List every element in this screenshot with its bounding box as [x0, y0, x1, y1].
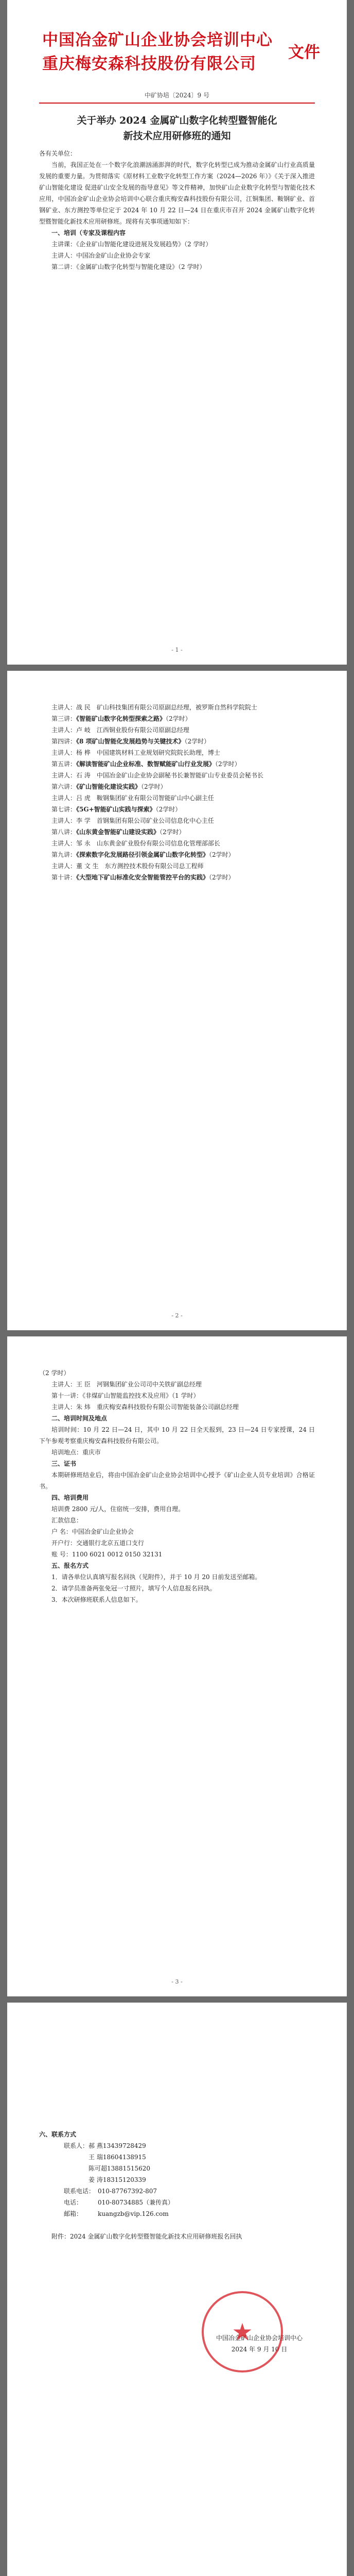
contact-value: 13439728429	[102, 2142, 146, 2149]
lecturer-desc: 鞍钢集团矿业有限公司智能矿山中心副主任	[96, 794, 214, 802]
contact-value: 18315120339	[102, 2176, 146, 2183]
red-divider	[39, 103, 315, 104]
contact-label: 姜 涛	[64, 2176, 103, 2183]
course-lead: 第六讲：	[51, 783, 77, 790]
course-list	[39, 702, 315, 883]
bank-title: 汇款信息：	[51, 1517, 83, 1524]
contact-list	[39, 2140, 315, 2219]
course-title: 《山东黄金智能矿山建设实践》	[76, 828, 160, 836]
course-lead: 主讲人：战 民	[51, 704, 91, 711]
title-line-1: 关于举办 2024 金属矿山数字化转型暨智能化	[77, 115, 277, 126]
signature-date: 2024 年 9 月 10 日	[231, 2346, 288, 2353]
course-line	[39, 702, 315, 713]
course-title: 《解读智能矿山企业标准、数智赋能矿山行业发展》	[76, 760, 216, 768]
course-line	[39, 872, 315, 883]
course-line	[39, 724, 315, 736]
section-heading-2: 二、培训时间及地点	[51, 1415, 108, 1422]
course-line	[39, 838, 315, 849]
signup-line: 3．本次研修班联系人信息如下。	[51, 1596, 142, 1603]
certificate-text: 本期研修班结业后，将由中国冶金矿山企业协会培训中心授予《矿山企业人员专业培训》合格证书。	[39, 1471, 315, 1490]
training-time: 培训时间：10 月 22 日—24 日，其中 10 月 22 日全天报到，23 日—24 日专家授课，24 日下午参观考察重庆梅安森科技股份有限公司。	[39, 1426, 315, 1445]
page-number: - 3 -	[171, 1978, 183, 1985]
section-heading-3: 三、证书	[51, 1460, 77, 1467]
course-line	[39, 770, 315, 781]
course-line	[39, 849, 315, 860]
contact-value: 010-87767392-807	[98, 2188, 157, 2195]
lecturer-desc: 中国冶金矿山企业协会副秘书长兼智能矿山专业委员会秘书长	[96, 772, 263, 779]
course-hours: （2学时）	[166, 715, 191, 722]
document-page-1	[7, 0, 347, 665]
lecturer-desc: 首钢集团有限公司矿业公司信息化中心主任	[96, 817, 214, 824]
signature-org: 中国冶金矿山企业协会培训中心	[216, 2334, 303, 2342]
course-line	[39, 736, 315, 747]
contact-label: 邮箱：	[64, 2210, 83, 2217]
course-line	[39, 815, 315, 826]
title-line-2: 新技术应用研修班的通知	[123, 130, 231, 142]
section-heading-6: 六、联系方式	[39, 2131, 77, 2138]
contact-label: 电话：	[64, 2199, 83, 2206]
section-heading-1: 一、培训（专家及课程内容	[51, 229, 126, 236]
lecturer-desc: 中国建筑材料工业规划研究院院长助理，博士	[96, 749, 220, 756]
course-hours: （2学时）	[184, 738, 210, 745]
course-line: 主讲人：王 臣 河钢集团矿业公司司中关铁矿副总经理	[51, 1381, 202, 1388]
contact-label: 联系人：郝 燕	[64, 2142, 103, 2149]
document-title	[39, 113, 315, 144]
contact-label: 王 瑞	[64, 2154, 103, 2161]
document-page-4	[7, 2003, 347, 2576]
lecturer-desc: 山东黄金矿业股份有限公司信息化管理部部长	[96, 840, 220, 847]
attachment-note: 附件：2024 金属矿山数字化转型暨智能化新技术应用研修班报名回执	[51, 2233, 242, 2240]
course-lead: 主讲人：李 学	[51, 817, 91, 824]
course-line	[39, 826, 315, 838]
course-title: 《5G+智能矿山实践与探索》	[76, 806, 156, 813]
course-lead: 第三讲：	[51, 715, 77, 722]
course-lead: 第七讲：	[51, 806, 77, 813]
course-lead: 主讲人：卢 岐	[51, 726, 91, 734]
contact-value: 18604138915	[102, 2154, 146, 2161]
course-title: 《8 项矿山智能化发展趋势与关键技术》	[76, 738, 185, 745]
contact-line	[39, 2163, 315, 2174]
intro-paragraph: 当前，我国正处在一个数字化浪潮汹涌澎湃的时代，数字化转型已成为推动金属矿山行业高质量发展的重要力量。为贯彻落实《原材料工业数字化转型工作方案（2024—2026 年）》《关于深入推进矿山智能化建设 促进矿山安全发展的指导意见》等文件精神，加快矿山企业数字化转型与智能化技术应用，中国冶金矿山企业协会培训中心联合重庆梅安森科技股份有限公司，江铜集团、鞍钢矿业、首钢矿业、东方测控等单位定于 2024 年 10 月 22 日—24 日在重庆市召开 2024 金属矿山数字化转型暨智能化新技术应用研修班。现将有关事项通知如下：	[39, 161, 315, 225]
course-hours: （2学时）	[155, 806, 182, 813]
page-number: - 2 -	[171, 1312, 183, 1319]
course-lead: 主讲人：董 文 生	[51, 862, 99, 870]
course-title: 《大型地下矿山标准化安全智能管控平台的实践》	[76, 874, 209, 881]
contact-line	[39, 2208, 315, 2219]
lecturer-desc: 江西铜业股份有限公司原副总经理	[96, 726, 189, 734]
training-place: 培训地点：重庆市	[51, 1449, 101, 1456]
course-hours: （2学时）	[160, 828, 185, 836]
course-hours: （2学时）	[209, 851, 235, 858]
course-lead: 第五讲：	[51, 760, 77, 768]
course-lead: 第八讲：	[51, 828, 77, 836]
header-org-2: 重庆梅安森科技股份有限公司	[42, 55, 256, 73]
course-hours: （2学时）	[215, 760, 241, 768]
bank-line: 账 号：1100 6021 0012 0150 32131	[51, 1551, 163, 1558]
contact-value: 13881515620	[107, 2165, 150, 2172]
bank-line: 开户行：交通银行北京五道口支行	[51, 1539, 145, 1547]
contact-line	[39, 2185, 315, 2197]
signup-line: 1．请各单位认真填写报名回执（见附件），并于 10 月 20 日前发送至邮箱。	[51, 1573, 261, 1581]
course-lead: 主讲人：吕 虎	[51, 794, 91, 802]
course-lead: 第九讲：	[51, 851, 77, 858]
document-page-2	[7, 671, 347, 1330]
course-line: （2 学时）	[39, 1369, 70, 1377]
course-line	[39, 860, 315, 872]
greeting: 各有关单位：	[39, 150, 77, 157]
course-line: 主讲人：中国冶金矿山企业协会专家	[51, 252, 151, 259]
lecturer-desc: 东方测控技术股份有限公司总工程师	[104, 862, 204, 870]
course-line	[39, 713, 315, 724]
contact-line	[39, 2140, 315, 2151]
course-lead: 主讲人：邹 永	[51, 840, 91, 847]
course-lead: 第十讲：	[51, 874, 77, 881]
course-hours: （2学时）	[209, 874, 235, 881]
course-title: 《矿山智能化建设实践》	[76, 783, 141, 790]
course-lead: 第四讲：	[51, 738, 77, 745]
course-lead: 主讲人：杨 桦	[51, 749, 91, 756]
course-line	[39, 792, 315, 804]
course-line	[39, 758, 315, 770]
section-heading-4: 四、培训费用	[51, 1494, 89, 1501]
course-line	[39, 781, 315, 792]
course-line: 第十一讲：《非煤矿山智能监控技术及应用》（1 学时）	[51, 1392, 200, 1399]
course-line: 第二讲：《金属矿山数字化转型与智能化建设》（2 学时）	[51, 263, 206, 270]
red-header	[39, 0, 320, 73]
official-seal-icon	[202, 2291, 283, 2372]
contact-line	[39, 2151, 315, 2163]
signup-line: 2．请学员准备两张免冠一寸照片，填写个人信息报名回执。	[51, 1585, 216, 1592]
contact-line	[39, 2174, 315, 2185]
contact-value: 010-80734885（兼传真）	[98, 2199, 174, 2206]
section-heading-5: 五、报名方式	[51, 1562, 89, 1569]
contact-label: 陈可超	[64, 2165, 108, 2172]
course-title: 《智能矿山数字化转型探索之路》	[76, 715, 166, 722]
course-line: 主讲课：《企业矿山智能化建设进展及发展趋势》（2 学时）	[51, 241, 212, 248]
course-hours: （2学时）	[141, 783, 167, 790]
bank-line: 户 名：中国冶金矿山企业协会	[51, 1528, 134, 1535]
fee-text: 培训费 2800 元/人，住宿统一安排，费用自理。	[51, 1505, 185, 1513]
course-line	[39, 747, 315, 758]
course-title: 《探索数字化发展路径引领金属矿山数字化转型》	[76, 851, 209, 858]
header-org-1: 中国冶金矿山企业协会培训中心	[42, 31, 273, 49]
lecturer-desc: 矿山科技集团有限公司原副总经理，被罗斯自然科学院院士	[96, 704, 257, 711]
course-line	[39, 804, 315, 815]
contact-label: 联系电话：	[64, 2188, 95, 2195]
header-wen: 文件	[288, 43, 320, 62]
contact-value: kuangzb@vip.126.com	[98, 2210, 169, 2217]
document-number: 中矿协培〔2024〕9 号	[145, 92, 209, 99]
contact-line	[39, 2197, 315, 2208]
seal-star-icon: ★	[232, 2318, 253, 2346]
document-page-3	[7, 1336, 347, 1996]
course-line: 主讲人：朱 炜 重庆梅安森科技股份有限公司智能装备公司副总经理	[51, 1403, 239, 1411]
course-lead: 主讲人：石 涛	[51, 772, 91, 779]
page-number: - 1 -	[171, 647, 183, 653]
